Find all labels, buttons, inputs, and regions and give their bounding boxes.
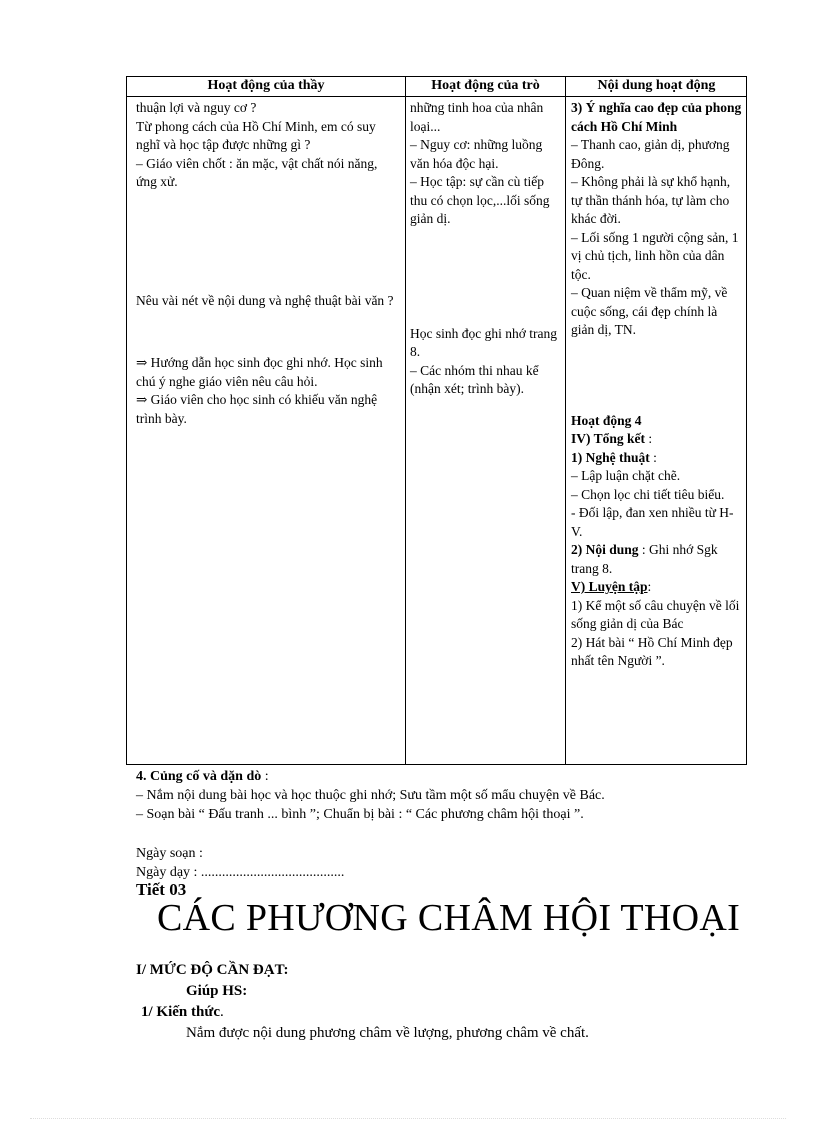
objectives-help: Giúp HS: <box>186 983 248 999</box>
header-teacher: Hoạt động của thầy <box>207 78 325 93</box>
summary-label: IV) Tổng kết <box>571 431 646 446</box>
section-meaning-heading: 3) Ý nghĩa cao đẹp của phong cách Hồ Chí Minh <box>571 100 742 134</box>
lesson-table <box>126 76 747 765</box>
student-column <box>410 99 560 399</box>
teacher-text: thuận lợi và nguy cơ ? <box>136 100 257 115</box>
art-label: 1) Nghệ thuật <box>571 449 650 465</box>
consolidation-colon: : <box>264 769 269 784</box>
art-colon: : <box>653 449 657 465</box>
content-label: 2) Nội dung <box>571 542 639 557</box>
student-text: – Nguy cơ: những luồng văn hóa độc hại. <box>410 137 543 171</box>
student-text: những tinh hoa của nhân loại... <box>410 100 544 134</box>
content-column <box>571 99 743 671</box>
knowledge-dot: . <box>220 1004 224 1020</box>
teacher-text: – Giáo viên chốt : ăn mặc, vật chất nói năng, ứng xử. <box>136 155 378 189</box>
knowledge-text: Nắm được nội dung phương châm về lượng, phương châm về chất. <box>186 1025 589 1041</box>
summary-colon: : <box>648 431 653 446</box>
consolidation-title: 4. Củng cố và dặn dò <box>136 769 262 784</box>
student-text: – Các nhóm thi nhau kể (nhận xét; trình bày). <box>410 362 539 396</box>
content-item: – Lối sống 1 người cộng sản, 1 vị chủ tịch, linh hồn của dân tộc. <box>571 229 739 282</box>
activity-4-heading: Hoạt động 4 <box>571 412 642 428</box>
consolidation-heading <box>136 768 269 786</box>
content-item: 2) Hát bài “ Hồ Chí Minh đẹp nhất tên Người ”. <box>571 634 733 668</box>
content-item: – Lập luận chặt chẽ. <box>571 468 681 483</box>
knowledge-heading <box>141 1004 224 1021</box>
consolidation-line: – Nắm nội dung bài học và học thuộc ghi nhớ; Sưu tầm một số mẩu chuyện về Bác. <box>136 788 605 803</box>
content-item: – Chọn lọc chi tiết tiêu biểu. <box>571 486 725 502</box>
content-text: : Ghi nhớ Sgk trang 8. <box>571 542 718 576</box>
student-text: – Học tập: sự cần cù tiếp thu có chọn lọc,...lối sống giản dị. <box>410 174 550 226</box>
content-item: – Không phải là sự khổ hạnh, tự thần thánh hóa, tự làm cho khác đời. <box>571 174 731 226</box>
summary-heading <box>571 430 743 449</box>
page-bottom-border <box>30 1118 786 1119</box>
practice-heading <box>571 578 743 597</box>
content-item: 1) Kể một số câu chuyện về lối sống giản dị của Bác <box>571 597 740 631</box>
header-student: Hoạt động của trò <box>431 78 540 93</box>
art-heading <box>571 449 743 468</box>
content-item: - Đối lập, đan xen nhiều từ H-V. <box>571 505 734 539</box>
teacher-text: ⇒ Hướng dẫn học sinh đọc ghi nhớ. Học sinh chú ý nghe giáo viên nêu câu hỏi. <box>136 355 383 389</box>
practice-colon: : <box>647 579 652 594</box>
student-text: Học sinh đọc ghi nhớ trang 8. <box>410 325 557 359</box>
teacher-text: Nêu vài nét về nội dung và nghệ thuật bài văn ? <box>136 292 394 308</box>
column-divider <box>565 77 566 764</box>
teacher-text: Từ phong cách của Hồ Chí Minh, em có suy nghĩ và học tập được những gì ? <box>136 118 376 152</box>
knowledge-label: 1/ Kiến thức <box>141 1004 220 1020</box>
content-item: – Thanh cao, giản dị, phương Đông. <box>571 137 730 171</box>
lesson-number: Tiết 03 <box>136 880 187 899</box>
date-prepared: Ngày soạn : <box>136 846 203 861</box>
column-divider <box>405 77 406 764</box>
objectives-heading: I/ MỨC ĐỘ CẦN ĐẠT: <box>136 962 289 978</box>
content-item: – Quan niệm về thẩm mỹ, về cuộc sống, cái đẹp chính là giản dị, TN. <box>571 285 728 337</box>
header-content: Nội dung hoạt động <box>597 78 716 93</box>
practice-label: V) Luyện tập <box>571 579 648 594</box>
teacher-text: ⇒ Giáo viên cho học sinh có khiếu văn nghệ trình bày. <box>136 392 378 426</box>
date-taught: Ngày dạy : ......................................... <box>136 865 345 880</box>
consolidation-line: – Soạn bài “ Đấu tranh ... bình ”; Chuẩn bị bài : “ Các phương châm hội thoại ”. <box>136 807 584 822</box>
lesson-title: CÁC PHƯƠNG CHÂM HỘI THOẠI <box>157 897 741 939</box>
teacher-column <box>136 99 401 428</box>
content-heading <box>571 541 743 578</box>
